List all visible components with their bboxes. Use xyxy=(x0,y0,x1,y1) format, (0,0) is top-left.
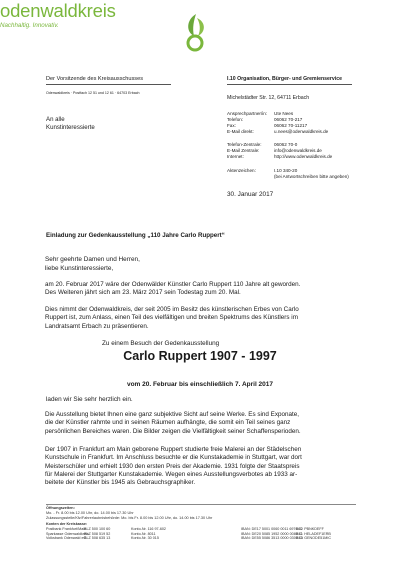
bank-iban: IBAN: DE55 5086 3513 0000 0300 15 xyxy=(241,536,303,541)
return-address: Odenwaldkreis · Postfach 12 51 und 12 61 · 64703 Erbach xyxy=(46,91,140,95)
paragraph-line: Die Ausstellung bietet Ihnen eine ganz subjektive Sicht auf seine Werke. Es sind Exponate, xyxy=(45,411,300,418)
department-name: I.10 Organisation, Bürger- und Gremienservice xyxy=(227,76,343,82)
bank-blz: BLZ 500 100 60 xyxy=(84,527,111,531)
footer-bank-title: Konten der Kreiskasse: xyxy=(46,522,88,526)
bank-iban: IBAN: DE17 5001 0060 0011 6976 02 xyxy=(241,527,303,531)
department-address: Michelstädter Str. 12, 64711 Erbach xyxy=(227,95,310,101)
paragraph-line: am 20. Februar 2017 wäre der Odenwälder Künstler Carlo Ruppert 110 Jahre alt geworden. xyxy=(45,281,301,288)
bank-bic: BIC: PBNKDEFF xyxy=(296,527,324,531)
exhibition-dates: vom 20. Februar bis einschließlich 7. April 2017 xyxy=(126,381,274,388)
contact-key: Ansprechpartner/in: xyxy=(227,111,268,116)
recipient-line-1: An alle xyxy=(46,116,65,123)
paragraph-exhibition xyxy=(45,411,363,436)
paragraph-line: Dies nimmt der Odenwaldkreis, der seit 2005 im Besitz des künstlerischen Erbes von Carlo xyxy=(45,306,299,313)
contact-key: Telefon: xyxy=(227,117,244,122)
bank-bic: BIC: HELADEF1ERB xyxy=(296,531,331,536)
bank-name: Postbank Frankfurt/Main xyxy=(46,527,87,531)
bank-row xyxy=(46,536,331,541)
bank-account: Konto-Nr. 116 97-602 xyxy=(131,527,166,531)
paragraph-anniversary xyxy=(45,281,363,298)
letter-date: 30. Januar 2017 xyxy=(227,191,274,198)
paragraph-line: Des Weiteren jährt sich am 23. März 2017 sein Todestag zum 20. Mal. xyxy=(45,289,241,297)
central-key: Telefon-Zentrale: xyxy=(227,142,262,147)
department-divider xyxy=(227,84,352,85)
bank-name: Volksbank Odenwald eG xyxy=(46,536,87,541)
bank-iban: IBAN: DE20 5085 1952 0000 0080 11 xyxy=(241,531,303,536)
central-row xyxy=(227,154,332,160)
invite-line: Zu einem Besuch der Gedenkausstellung xyxy=(102,340,220,347)
bank-name: Sparkasse Odenwaldkreis xyxy=(46,531,89,536)
letter-subject: Einladung zur Gedenkausstellung „110 Jahre Carlo Ruppert“ xyxy=(46,232,225,239)
paragraph-line: Der 1907 in Frankfurt am Main geborene Ruppert studierte freie Malerei an der Städelschen xyxy=(45,446,302,453)
central-website-link[interactable]: http://www.odenwaldkreis.de xyxy=(274,154,333,159)
contact-value: 06062 70-11217 xyxy=(274,123,308,128)
central-value: 06062 70-0 xyxy=(274,142,298,147)
bank-blz: BLZ 508 635 13 xyxy=(84,536,111,541)
contact-row xyxy=(227,129,328,135)
sender-title: Der Vorsitzende des Kreisausschusses xyxy=(46,76,144,82)
salutation-line-2: liebe Kunstinteressierte, xyxy=(45,265,114,272)
contact-value: 06062 70-217 xyxy=(274,117,303,122)
paragraph-line: Kunstschule in Frankfurt. Im Anschluss besuchte er die Kunstakademie in Stuttgart, war dort xyxy=(45,454,302,462)
contact-key: Fax: xyxy=(227,123,236,128)
paragraph-line: Ruppert ist, zum Anlass, einen Teil des vielfältigen und breiten Spektrums des Künstlers im xyxy=(45,314,298,322)
contact-value: Ute Nees xyxy=(274,111,294,116)
paragraph-line: beitete der Künstler bis 1945 als Gebrauchsgraphiker. xyxy=(45,479,196,487)
paragraph-line: für Malerei der Stuttgarter Kunstakademie. Wegen eines Ausstellungsverbotes ab 1933 ar- xyxy=(45,470,298,478)
welcome-line: laden wir Sie sehr herzlich ein. xyxy=(46,396,133,403)
footer-hours-line: Mo. - Fr. 8.00 bis 12.00 Uhr, do. 14.00 bis 17.30 Uhr xyxy=(46,511,134,515)
contact-email-value[interactable]: u.nees@odenwaldkreis.de xyxy=(274,129,329,134)
bank-account: Konto-Nr. 30 015 xyxy=(131,536,159,541)
logo-slogan: Nachhaltig. Innovativ. xyxy=(0,22,59,29)
central-email-value[interactable]: info@odenwaldkreis.de xyxy=(274,148,322,153)
recipient-line-2: Kunstinteressierte xyxy=(46,124,95,131)
reference-value: I.10 340-20 xyxy=(274,168,298,173)
bank-blz: BLZ 508 519 52 xyxy=(84,531,111,536)
paragraph-line: persönlichen Bereiches waren. Die Bilder zeigen die Vielfältigkeit seiner Schaffensperioden. xyxy=(45,427,301,435)
sender-divider xyxy=(46,84,171,85)
footer-bank-table xyxy=(46,527,331,541)
central-key: E-Mail Zentrale: xyxy=(227,148,260,153)
contact-key: E-Mail direkt: xyxy=(227,129,254,134)
footer-hours xyxy=(46,506,212,521)
reference-note: (bei Antwortschreiben bitte angeben) xyxy=(274,174,349,179)
exhibition-title: Carlo Ruppert 1907 - 1997 xyxy=(123,349,277,363)
paragraph-line: Meisterschüler und erhielt 1930 den ersten Preis der Akademie. 1931 folgte der Staatspreis xyxy=(45,462,300,470)
bank-bic: BIC: GENODE51MIC xyxy=(296,536,332,541)
logo-wordmark: odenwaldkreis xyxy=(0,0,116,21)
reference-note-row xyxy=(227,174,349,180)
footer-hours-line-2: Zulassungsstelle/Kfz/Fahrerlaubnisbehörde: Mo. bis Fr. 8.00 bis 12.00 Uhr, do. 14.00 bis 17.30 Uhr xyxy=(46,516,213,520)
odenwaldkreis-logo-icon xyxy=(180,10,210,52)
paragraph-biography xyxy=(45,446,363,487)
paragraph-line: die der Künstler rahmte und in seinen Räumen aufhängte, die somit ein Teil seines ganz xyxy=(45,419,291,427)
paragraph-purpose xyxy=(45,306,363,331)
salutation-line-1: Sehr geehrte Damen und Herren, xyxy=(45,256,140,263)
footer-divider xyxy=(46,504,356,505)
central-key: Internet: xyxy=(227,154,244,159)
footer-hours-title: Öffnungszeiten: xyxy=(46,506,75,510)
reference-key: Aktenzeichen: xyxy=(227,168,256,173)
paragraph-line: Landratsamt Erbach zu präsentieren. xyxy=(45,322,149,330)
bank-account: Konto-Nr. 8011 xyxy=(131,531,156,536)
